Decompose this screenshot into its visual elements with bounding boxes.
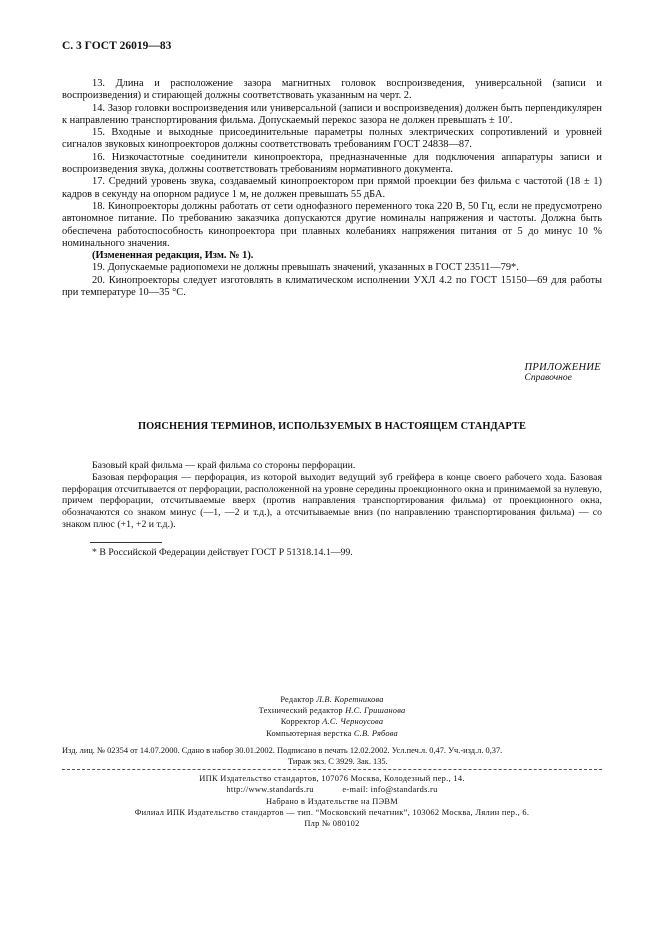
clause-16: 16. Низкочастотные соединители кинопроектора, предназначенные для подключения аппаратуры записи и воспроизведения звука, должны соответствовать требованиям нормативного документа. [62, 151, 602, 176]
amendment-note: (Измененная редакция, Изм. № 1). [92, 250, 254, 262]
credit-tech-editor [62, 705, 602, 716]
credit-corrector [62, 716, 602, 727]
credit-role: Корректор [280, 717, 320, 727]
clause-19: 19. Допускаемые радиопомехи не должны превышать значений, указанных в ГОСТ 23511—79*. [92, 262, 519, 274]
credit-role: Редактор [280, 695, 314, 704]
publication-data [62, 745, 602, 767]
publisher-line: Филиал ИПК Издательство стандартов — тип. “Московский печатник”, 103062 Москва, Лялин пер., 6. [134, 807, 530, 817]
imprint [62, 694, 602, 829]
page-header: С. 3 ГОСТ 26019—83 [62, 40, 172, 52]
clause-15: 15. Входные и выходные присоединительные параметры полных электрических сопротивлений и уровней сигналов звуковых кинопроекторов должны соответствовать требованиям ГОСТ 24838—87. [62, 127, 602, 151]
appendix-title: ПРИЛОЖЕНИЕ [524, 362, 601, 373]
footnote: * В Российской Федерации действует ГОСТ Р 51318.14.1—99. [92, 547, 353, 558]
credit-name: А.С. Черноусова [322, 717, 384, 727]
credits [62, 694, 602, 739]
section-title: ПОЯСНЕНИЯ ТЕРМИНОВ, ИСПОЛЬЗУЕМЫХ В НАСТОЯЩЕМ СТАНДАРТЕ [137, 421, 527, 432]
clause-18: 18. Кинопроекторы должны работать от сети однофазного переменного тока 220 В, 50 Гц, если не предусмотрено автономное питание. По требованию заказчика допускаются другие номиналы напряжения и частоты. Должна быть обеспечена работоспособность кинопроектора при плавных колебаниях напряжения питания от 5 до минус 10 % номинального значения. [62, 200, 602, 249]
publisher-contacts: http://www.standards.ru e-mail: info@standards.ru [226, 785, 438, 795]
definitions [62, 460, 602, 531]
publisher-line: ИПК Издательство стандартов, 107076 Москва, Колодезный пер., 14. [199, 774, 465, 784]
definition-base-perforation: Базовая перфорация — перфорация, из которой выходит ведущий зуб грейфера в конце своего рабочего хода. Базовая перфорация отсчитывается от перфорации, расположенной на уровне середины проекционного окна и принимаемой за нулевую, причем перфорации, отсчитываемые вверх (против направления транспортирования фильма) от проекционного окна, обозначаются со знаком минус (—1, —2 и т.д.), а отсчитываемые вниз (по направлению транспортирования фильма) — со знаком плюс (+1, +2 и т.д.). [62, 471, 602, 530]
credit-name: С.В. Рябова [353, 728, 398, 738]
publication-line-1: Изд. лиц. № 02354 от 14.07.2000. Сдано в набор 30.01.2002. Подписано в печать 12.02.2002. Усл.печ.л. 0,47. Уч.-изд.л. 0,37. [62, 745, 503, 755]
credit-editor [62, 694, 602, 705]
publisher-license: Плр № 080102 [304, 819, 360, 829]
appendix-label [525, 362, 602, 383]
credit-role: Компьютерная верстка [266, 728, 352, 738]
credit-name: Н.С. Гришанова [345, 706, 406, 716]
credit-layout [62, 728, 602, 739]
dashed-divider [62, 769, 602, 770]
publisher-info [62, 773, 602, 829]
clause-17: 17. Средний уровень звука, создаваемый кинопроектором при прямой проекции без фильма с частотой (18 ± 1) кадров в секунду на опорном радиусе 1 м, не должен превышать 55 дБА. [62, 176, 602, 200]
credit-name: Л.В. Коретникова [316, 695, 384, 704]
footnote-divider [90, 542, 162, 543]
clause-14: 14. Зазор головки воспроизведения или универсальной (записи и воспроизведения) должен быть перпендикулярен к направлению транспортирования фильма. Допускаемый перекос зазора не должен превышать ± 10′. [62, 102, 602, 126]
publisher-line: Набрано в Издательстве на ПЭВМ [265, 796, 399, 806]
clause-13: 13. Длина и расположение зазора магнитных головок воспроизведения, универсальной (записи и воспроизведения) и стирающей должны соответствовать указанным на черт. 2. [62, 78, 602, 102]
definition-base-edge: Базовый край фильма — край фильма со стороны перфорации. [92, 460, 356, 471]
credit-role: Технический редактор [258, 706, 343, 716]
publication-line-2: Тираж экз. С 3929. Зак. 135. [288, 757, 388, 767]
standard-requirements [62, 78, 602, 299]
clause-20: 20. Кинопроекторы следует изготовлять в климатическом исполнении УХЛ 4.2 по ГОСТ 15150—69 для работы при температуре 10—35 °С. [62, 274, 602, 299]
appendix-type: Справочное [524, 373, 572, 383]
